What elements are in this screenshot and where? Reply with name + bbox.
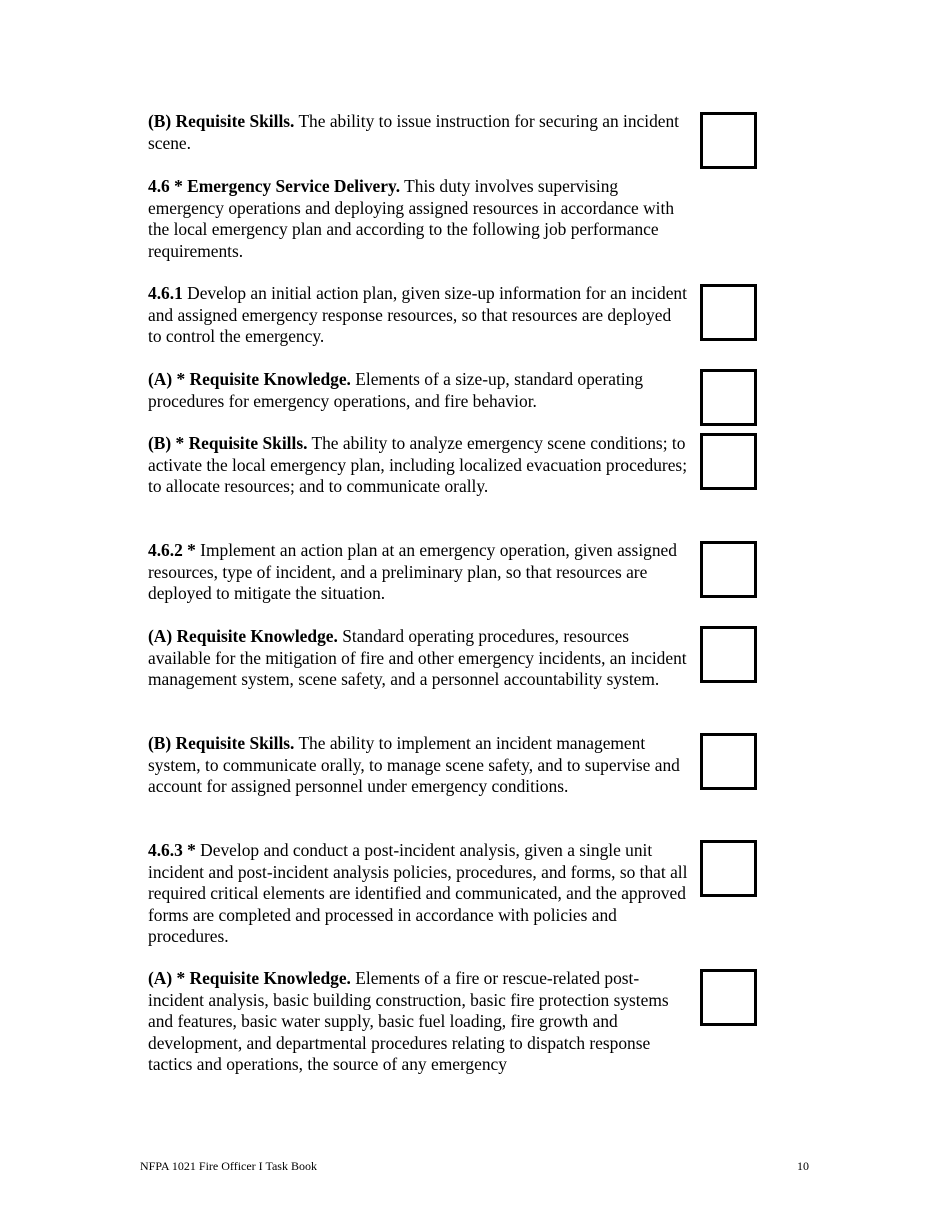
paragraph-text: This duty involves supervising emergency operations and deploying assigned resources in accordance with the local emergency plan and according to the following job performance requirements. xyxy=(148,176,675,261)
page-number: 10 xyxy=(797,1159,809,1173)
checkbox-4-6-2[interactable] xyxy=(700,541,757,598)
paragraph-4-6-2-a-knowledge xyxy=(148,626,688,691)
paragraph-lead: (A) * Requisite Knowledge. xyxy=(148,369,351,389)
paragraph-lead: (A) * Requisite Knowledge. xyxy=(148,968,351,988)
paragraph-text: The ability to issue instruction for securing an incident scene. xyxy=(148,111,680,153)
paragraph-lead: (B) Requisite Skills. xyxy=(148,111,295,131)
paragraph-text: The ability to analyze emergency scene conditions; to activate the local emergency plan, including localized evacuation procedures; to allocate resources; and to communicate orally. xyxy=(148,433,688,497)
paragraph-b-skills-securing xyxy=(148,111,688,154)
footer-title: NFPA 1021 Fire Officer I Task Book xyxy=(140,1159,317,1173)
paragraph-text: Standard operating procedures, resources available for the mitigation of fire and other emergency incidents, an incident management system, scene safety, and a personnel accountability system. xyxy=(148,626,687,690)
paragraph-text: Implement an action plan at an emergency operation, given assigned resources, type of incident, and a preliminary plan, so that resources are deployed to mitigate the situation. xyxy=(148,540,677,604)
paragraph-text: The ability to implement an incident management system, to communicate orally, to manage scene safety, and to supervise and account for assigned personnel under emergency conditions. xyxy=(148,733,680,797)
paragraph-4-6-2 xyxy=(148,540,688,605)
checkbox-4-6-1-a-knowledge[interactable] xyxy=(700,369,757,426)
paragraph-4-6-1-b-skills xyxy=(148,433,688,498)
paragraph-lead: (B) Requisite Skills. xyxy=(148,733,295,753)
checkbox-4-6-2-a-knowledge[interactable] xyxy=(700,626,757,683)
paragraph-lead: (B) * Requisite Skills. xyxy=(148,433,308,453)
checkbox-4-6-1[interactable] xyxy=(700,284,757,341)
paragraph-text: Develop and conduct a post-incident analysis, given a single unit incident and post-incident analysis policies, procedures, and forms, so that all required critical elements are identified and communicated, and the approved forms are completed and processed in accordance with policies and procedures. xyxy=(148,840,688,947)
checkbox-b-skills-securing[interactable] xyxy=(700,112,757,169)
paragraph-lead: 4.6 * Emergency Service Delivery. xyxy=(148,176,401,196)
paragraph-4-6-1 xyxy=(148,283,688,348)
paragraph-4-6-3 xyxy=(148,840,688,948)
checkbox-4-6-1-b-skills[interactable] xyxy=(700,433,757,490)
paragraph-text: Develop an initial action plan, given size-up information for an incident and assigned emergency response resources, so that resources are deployed to control the emergency. xyxy=(148,283,687,347)
paragraph-4-6-emergency-service-delivery xyxy=(148,176,688,262)
checkbox-4-6-2-b-skills[interactable] xyxy=(700,733,757,790)
paragraph-4-6-1-a-knowledge xyxy=(148,369,688,412)
paragraph-lead: (A) Requisite Knowledge. xyxy=(148,626,338,646)
paragraph-text: Elements of a fire or rescue-related post-incident analysis, basic building construction, basic fire protection systems and features, basic water supply, basic fuel loading, fire growth and development, and departmental procedures relating to dispatch response tactics and operations, the source of any emergency xyxy=(148,968,669,1075)
checkbox-4-6-3-a-knowledge[interactable] xyxy=(700,969,757,1026)
paragraph-lead: 4.6.1 xyxy=(148,283,183,303)
paragraph-text: Elements of a size-up, standard operating procedures for emergency operations, and fire behavior. xyxy=(148,369,644,411)
checkbox-4-6-3[interactable] xyxy=(700,840,757,897)
paragraph-4-6-3-a-knowledge xyxy=(148,968,688,1076)
paragraph-4-6-2-b-skills xyxy=(148,733,688,798)
paragraph-lead: 4.6.3 * xyxy=(148,840,196,860)
paragraph-lead: 4.6.2 * xyxy=(148,540,196,560)
